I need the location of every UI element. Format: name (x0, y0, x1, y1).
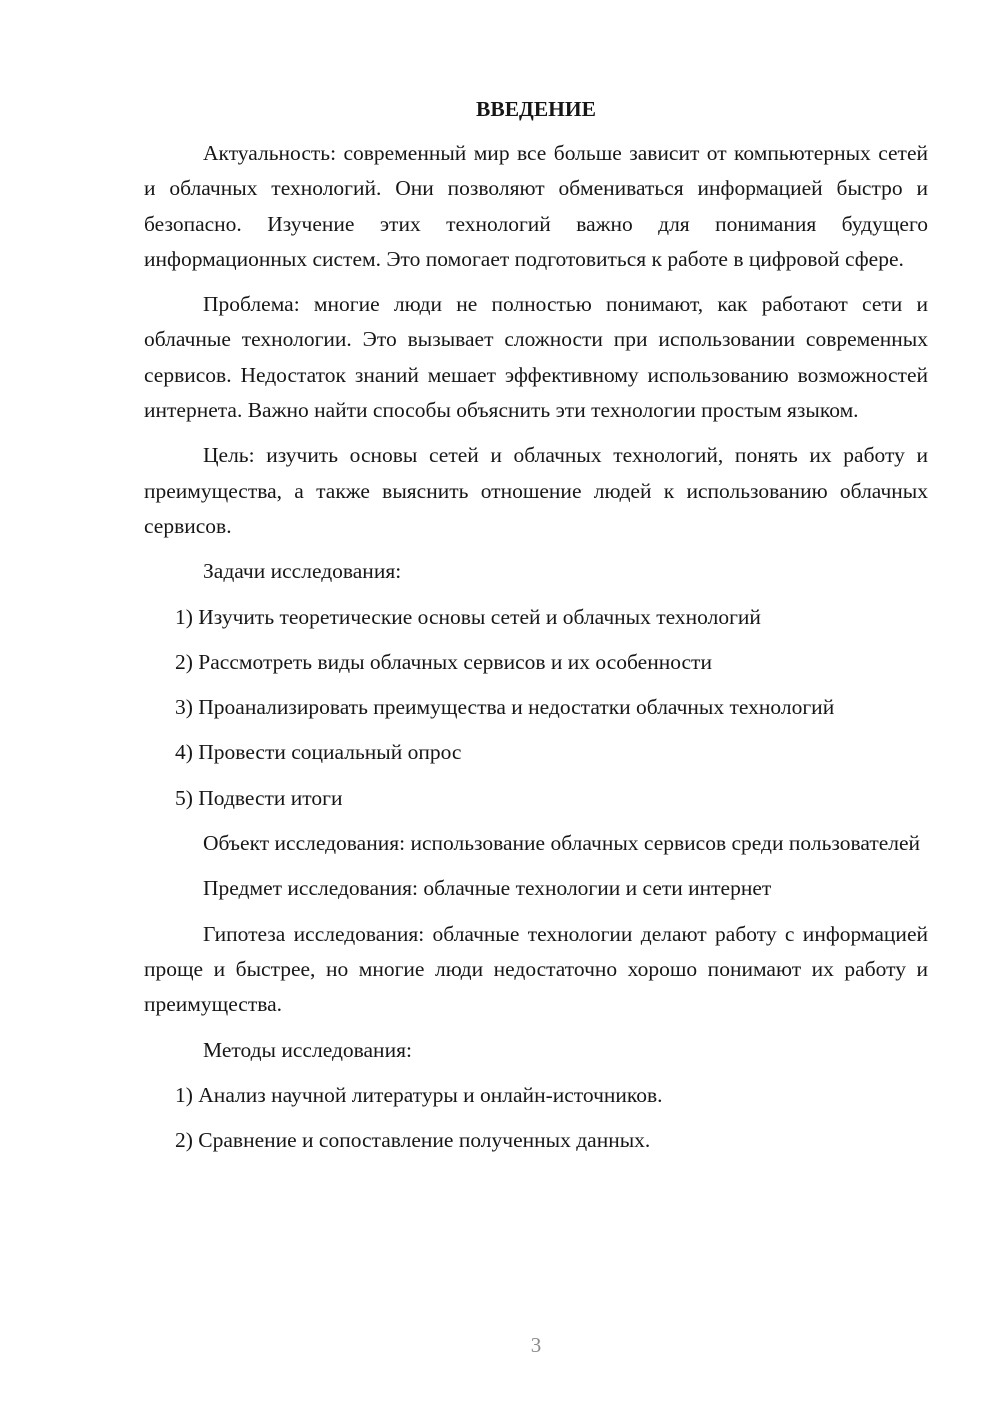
object-paragraph: Объект исследования: использование облачных сервисов среди пользователей (203, 831, 921, 856)
subject-paragraph: Предмет исследования: облачные технологии и сети интернет (203, 876, 772, 901)
section-title: ВВЕДЕНИЕ (476, 97, 596, 121)
task-item: 3) Проанализировать преимущества и недостатки облачных технологий (175, 695, 835, 720)
relevance-paragraph: Актуальность: современный мир все больше зависит от компьютерных сетей и облачных технологий. Они позволяют обмениваться информацией быстро и безопасно. Изучение этих технологий важно для понимания будущего информационных систем. Это помогает подготовиться к работе в цифровой сфере. (144, 141, 928, 271)
goal-paragraph: Цель: изучить основы сетей и облачных технологий, понять их работу и преимущества, а также выяснить отношение людей к использованию облачных сервисов. (144, 443, 928, 538)
task-item: 2) Рассмотреть виды облачных сервисов и их особенности (175, 649, 712, 674)
method-item: 2) Сравнение и сопоставление полученных данных. (175, 1128, 651, 1153)
page-number: 3 (530, 1333, 542, 1357)
methods-heading: Методы исследования: (203, 1037, 412, 1062)
problem-paragraph: Проблема: многие люди не полностью понимают, как работают сети и облачные технологии. Это вызывает сложности при использовании современных сервисов. Недостаток знаний мешает эффективному использованию возможностей интернета. Важно найти способы объяснить эти технологии простым языком. (144, 292, 928, 423)
hypothesis-paragraph: Гипотеза исследования: облачные технологии делают работу с информацией проще и быстрее, но многие люди недостаточно хорошо понимают их работу и преимущества. (144, 921, 928, 1017)
method-item: 1) Анализ научной литературы и онлайн-источников. (175, 1082, 663, 1107)
task-item: 1) Изучить теоретические основы сетей и облачных технологий (175, 604, 761, 629)
task-item: 4) Провести социальный опрос (175, 740, 462, 765)
task-item: 5) Подвести итоги (175, 785, 343, 810)
document-page (144, 92, 928, 1168)
tasks-heading: Задачи исследования: (203, 559, 402, 584)
